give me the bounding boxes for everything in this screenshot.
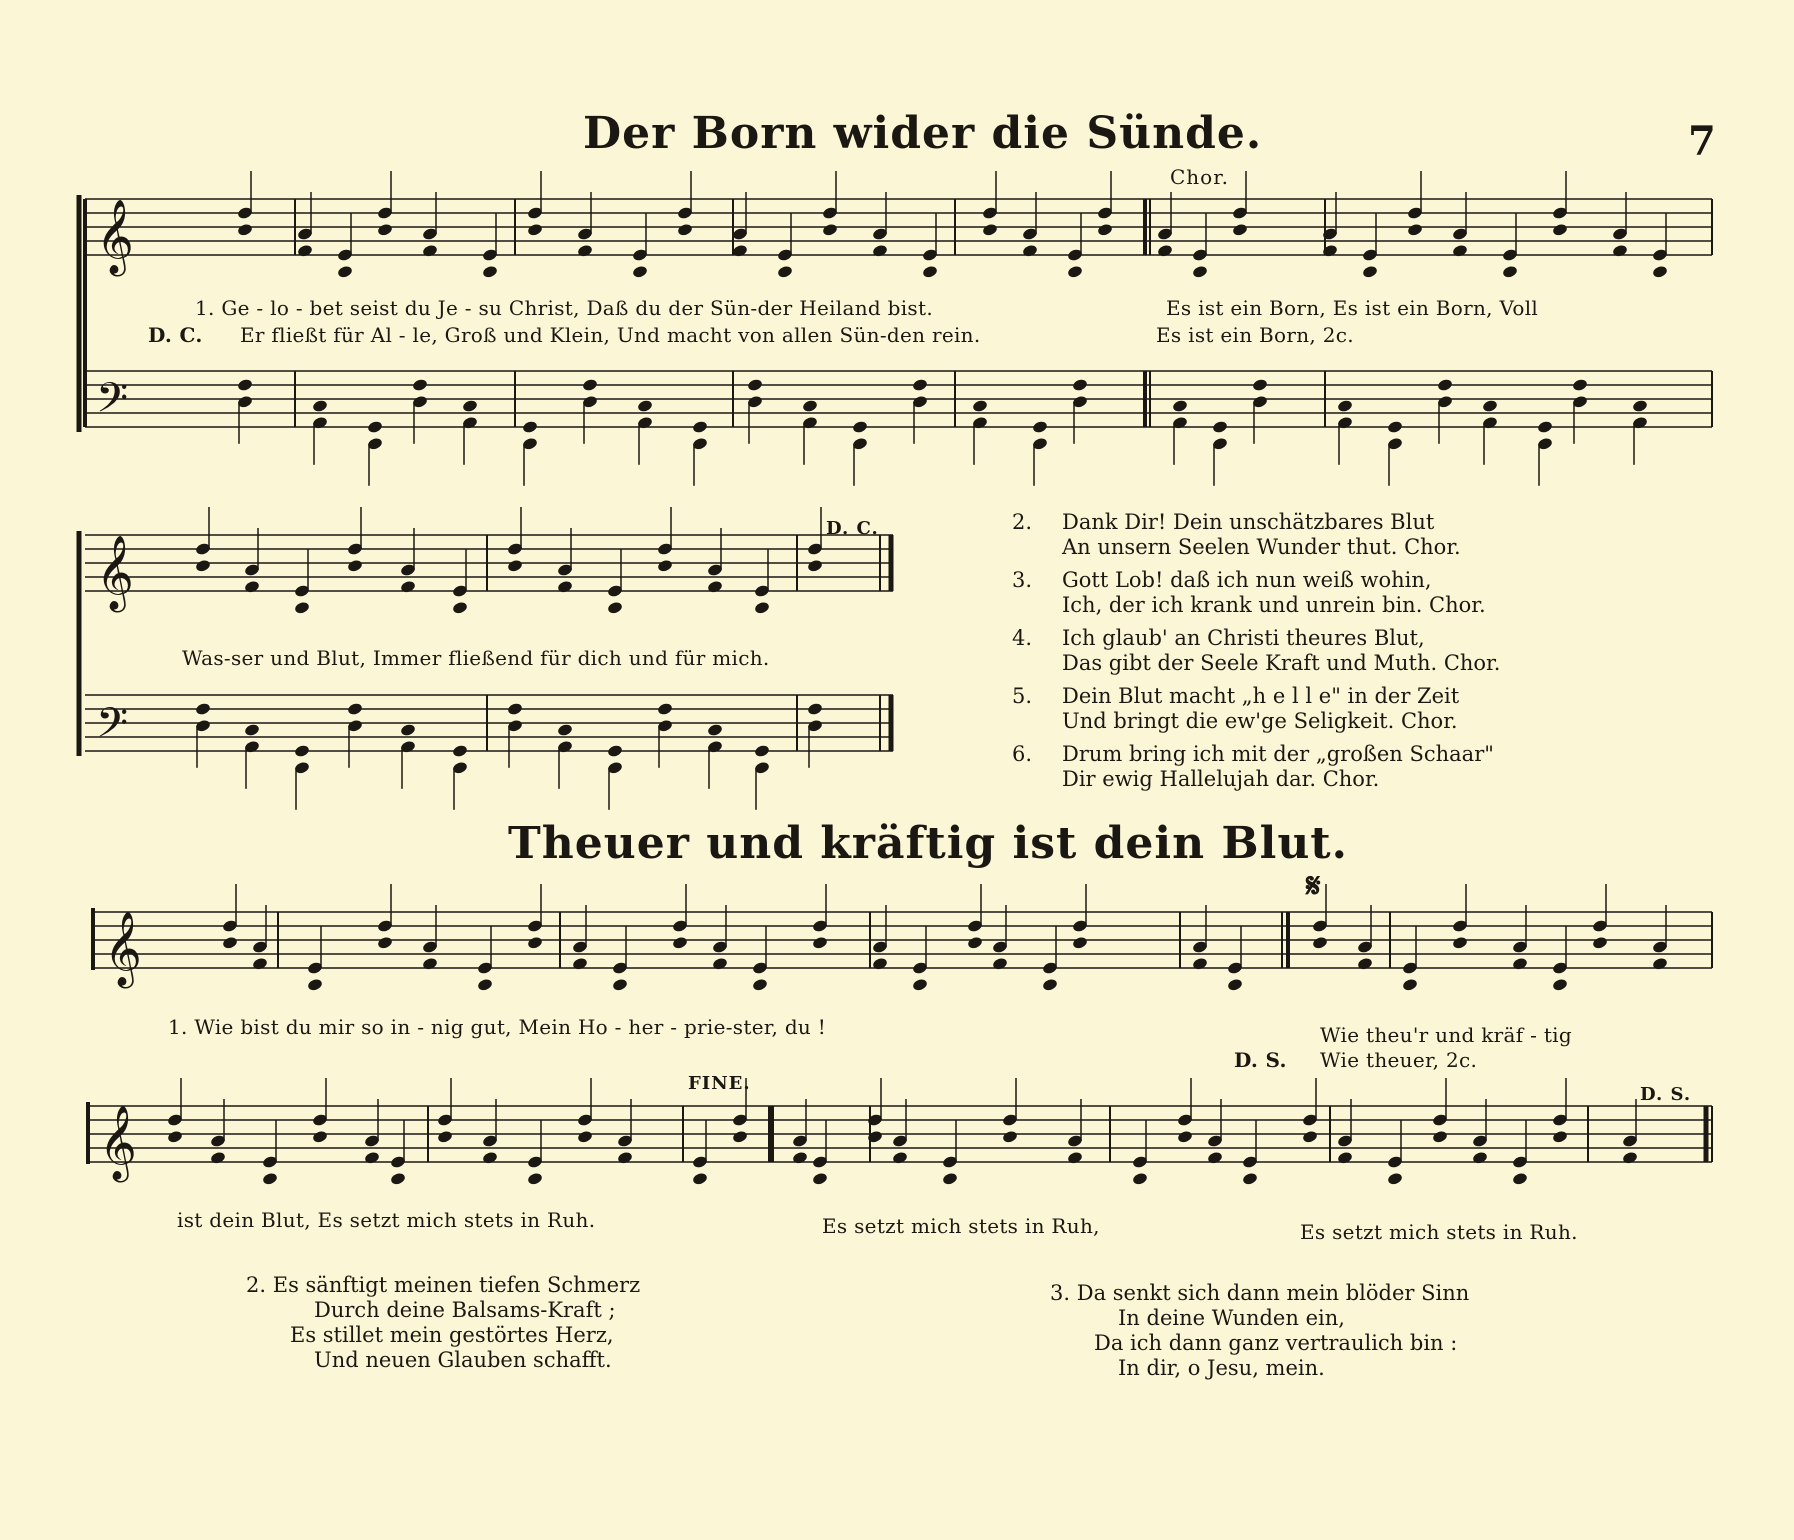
song2-treble-note-notehead: [1072, 936, 1089, 950]
song1-treble-note-notehead: [657, 559, 674, 573]
song1-bass-note-notehead: [802, 399, 819, 413]
song1-bass-note-notehead: [522, 420, 539, 434]
song1-treble-note-notehead: [527, 223, 544, 237]
song1-bass-note-notehead: [367, 420, 384, 434]
song1-bass-note-notehead: [707, 723, 724, 737]
song2-treble-note-notehead: [1552, 978, 1569, 992]
chor-label: Chor.: [1170, 165, 1229, 189]
song1-bass-note-notehead: [195, 702, 212, 716]
song2-treble-note-notehead: [1302, 1130, 1319, 1144]
song1-bass-note-notehead: [582, 378, 599, 392]
song1-bass-note-notehead: [557, 723, 574, 737]
song2-treble-note-notehead: [912, 978, 929, 992]
song1-treble-note-notehead: [807, 559, 824, 573]
song1-bass-note-notehead: [1482, 399, 1499, 413]
song1-lyrics-chor-line2: Es ist ein Born, 2c.: [1156, 323, 1354, 347]
song2-treble-note-notehead: [577, 1130, 594, 1144]
song2-title: Theuer und kräftig ist dein Blut.: [508, 818, 1348, 869]
song2-treble-note-notehead: [812, 1172, 829, 1186]
song1-verse-list: [1012, 510, 1500, 792]
song1-treble-note-notehead: [1407, 223, 1424, 237]
song1-bass-note-notehead: [972, 399, 989, 413]
treble-clef: 𝄞: [96, 200, 134, 274]
song1-bass-note-notehead: [637, 399, 654, 413]
song1-treble-note-notehead: [677, 223, 694, 237]
song1-treble-note-notehead: [337, 265, 354, 279]
verse-6: 6. Drum bring ich mit der „großen Schaar" Dir ewig Hallelujah dar. Chor.: [1012, 742, 1494, 791]
song1-bass-note-notehead: [807, 702, 824, 716]
song2-treble-note-notehead: [1002, 1130, 1019, 1144]
song2-treble-note-notehead: [752, 978, 769, 992]
song1-bass-note-notehead: [412, 378, 429, 392]
song2-treble-note-notehead: [1312, 936, 1329, 950]
song1-bass-note-notehead: [1172, 399, 1189, 413]
song1-treble-note-notehead: [1232, 223, 1249, 237]
song1-bass-note-notehead: [294, 744, 311, 758]
song2-treble-note-notehead: [1432, 1130, 1449, 1144]
song1-treble-note-notehead: [754, 601, 771, 615]
song1-bass-note-notehead: [244, 723, 261, 737]
ds-mark-2: D. S.: [1640, 1084, 1692, 1105]
song1-bass-note-notehead: [1252, 378, 1269, 392]
song1-treble-note-notehead: [195, 559, 212, 573]
song1-bass-note-notehead: [1072, 378, 1089, 392]
song1-treble-note-notehead: [777, 265, 794, 279]
dc-mark: D. C.: [826, 518, 879, 539]
song2-lyrics-chor-line1: Wie theu'r und kräf - tig: [1320, 1023, 1572, 1047]
song2-treble-note-notehead: [167, 1130, 184, 1144]
song2-verse-3: 3. Da senkt sich dann mein blöder Sinn In deine Wunden ein, Da ich dann ganz vertraulich bin : In dir, o Jesu, mein.: [1050, 1281, 1470, 1380]
song2-treble-note-notehead: [1042, 978, 1059, 992]
song1-dc-mark: D. C.: [148, 323, 203, 347]
song1-treble-note-notehead: [1192, 265, 1209, 279]
song2-treble-note-notehead: [1227, 978, 1244, 992]
song2-treble-note-notehead: [1242, 1172, 1259, 1186]
ds-mark-1: D. S.: [1234, 1048, 1287, 1072]
song1-lyrics-line2: Er fließt für Al - le, Groß und Klein, Und macht von allen Sün-den rein.: [240, 323, 981, 347]
song1-treble-note-notehead: [632, 265, 649, 279]
song1-treble-note-notehead: [1362, 265, 1379, 279]
song2-treble-note-notehead: [1512, 1172, 1529, 1186]
song1-bass-note-notehead: [347, 702, 364, 716]
song2-treble-note-notehead: [222, 936, 239, 950]
song1-treble-note-notehead: [922, 265, 939, 279]
verse-5: 5. Dein Blut macht „h e l l e" in der Zeit Und bringt die ew'ge Seligkeit. Chor.: [1012, 684, 1460, 733]
song2-lyrics-line2a: ist dein Blut, Es setzt mich stets in Ruh.: [177, 1208, 596, 1232]
song1-bass-note-notehead: [507, 702, 524, 716]
verse-3: 3. Gott Lob! daß ich nun weiß wohin, Ich, der ich krank und unrein bin. Chor.: [1012, 568, 1486, 617]
song2-treble-note-notehead: [1132, 1172, 1149, 1186]
song2-treble-note-notehead: [390, 1172, 407, 1186]
song2-treble-note-notehead: [312, 1130, 329, 1144]
song2-lyrics-line1: 1. Wie bist du mir so in - nig gut, Mein Ho - her - prie-ster, du !: [168, 1015, 827, 1039]
song2-treble-note-notehead: [812, 936, 829, 950]
song2-treble-note-notehead: [1387, 1172, 1404, 1186]
song1-bass-note-notehead: [1632, 399, 1649, 413]
song1-treble-note-notehead: [822, 223, 839, 237]
song1-treble-note-notehead: [237, 223, 254, 237]
song1-treble-note-notehead: [1067, 265, 1084, 279]
song1-bass-note-notehead: [912, 378, 929, 392]
song1-lyrics-chor-line1: Es ist ein Born, Es ist ein Born, Voll: [1166, 296, 1539, 320]
song2-verse-2: 2. Es sänftigt meinen tiefen Schmerz Durch deine Balsams-Kraft ; Es stillet mein gestörtes Herz, Und neuen Glauben schafft.: [246, 1273, 641, 1372]
verse-2: 2. Dank Dir! Dein unschätzbares Blut An unsern Seelen Wunder thut. Chor.: [1012, 510, 1461, 559]
song2-lyrics-line2b: Es setzt mich stets in Ruh,: [822, 1214, 1100, 1238]
song2-treble-note-notehead: [527, 1172, 544, 1186]
song2-treble-note-notehead: [1177, 1130, 1194, 1144]
song1-bass-note-notehead: [452, 744, 469, 758]
song1-treble-note-notehead: [1097, 223, 1114, 237]
song2-treble-note-notehead: [967, 936, 984, 950]
song1-bass-note-notehead: [692, 420, 709, 434]
song2-treble-note-notehead: [732, 1130, 749, 1144]
song1-treble-note-notehead: [1652, 265, 1669, 279]
verse-4: 4. Ich glaub' an Christi theures Blut, Das gibt der Seele Kraft und Muth. Chor.: [1012, 626, 1501, 675]
song1-treble-note-notehead: [507, 559, 524, 573]
song1-bass-note-notehead: [1537, 420, 1554, 434]
song2-treble-note-notehead: [1592, 936, 1609, 950]
song1-bass-note-notehead: [607, 744, 624, 758]
song1-bass-note-notehead: [237, 378, 254, 392]
treble-clef: 𝄞: [104, 912, 142, 986]
song1-bass-note-notehead: [1437, 378, 1454, 392]
song2-treble-note-notehead: [1452, 936, 1469, 950]
song1-bass-note-notehead: [754, 744, 771, 758]
song2-treble-note-notehead: [477, 978, 494, 992]
song1-bass-note-notehead: [1572, 378, 1589, 392]
song1-treble-note-notehead: [452, 601, 469, 615]
song2-treble-note-notehead: [437, 1130, 454, 1144]
song1-bass-note-notehead: [657, 702, 674, 716]
song1-bass-note-notehead: [1212, 420, 1229, 434]
song1-treble-note-notehead: [482, 265, 499, 279]
bass-clef: 𝄢: [96, 699, 129, 757]
treble-clef: 𝄞: [96, 536, 134, 610]
song2-lyrics-line2c: Es setzt mich stets in Ruh.: [1300, 1220, 1578, 1244]
song1-bass-note-notehead: [1032, 420, 1049, 434]
song1-bass-note-notehead: [747, 378, 764, 392]
song1-lyrics-line1: 1. Ge - lo - bet seist du Je - su Christ, Daß du der Sün-der Heiland bist.: [195, 296, 933, 320]
page-number: 7: [1688, 118, 1716, 165]
song2-treble-note-notehead: [942, 1172, 959, 1186]
treble-clef: 𝄞: [99, 1106, 137, 1180]
bass-clef: 𝄢: [96, 374, 129, 432]
song1-bass-note-notehead: [312, 399, 329, 413]
song2-treble-note-notehead: [307, 978, 324, 992]
song2-treble-note-notehead: [377, 936, 394, 950]
song1-treble-note-notehead: [607, 601, 624, 615]
song1-bass-note-notehead: [852, 420, 869, 434]
song1-treble-note-notehead: [347, 559, 364, 573]
song2-lyrics-chor-line2: Wie theuer, 2c.: [1320, 1048, 1478, 1072]
song2-treble-note-notehead: [1402, 978, 1419, 992]
song1-title: Der Born wider die Sünde.: [583, 108, 1263, 159]
song1-treble-note-notehead: [982, 223, 999, 237]
song1-bass-note-notehead: [1337, 399, 1354, 413]
song1-treble-note-notehead: [294, 601, 311, 615]
song2-treble-note-notehead: [672, 936, 689, 950]
song1-treble-note-notehead: [1502, 265, 1519, 279]
song2-treble-note-notehead: [1552, 1130, 1569, 1144]
song1-bass-note-notehead: [462, 399, 479, 413]
song2-treble-note-notehead: [527, 936, 544, 950]
song1-treble-note-notehead: [1552, 223, 1569, 237]
song1-bass-note-notehead: [400, 723, 417, 737]
segno-sign: 𝄋: [1306, 866, 1321, 906]
song2-treble-note-notehead: [262, 1172, 279, 1186]
song1-bass-note-notehead: [1387, 420, 1404, 434]
song2-treble-note-notehead: [692, 1172, 709, 1186]
song1-treble-note-notehead: [377, 223, 394, 237]
song1-lyrics-line3: Was-ser und Blut, Immer fließend für dich und für mich.: [182, 646, 770, 670]
song2-treble-note-notehead: [612, 978, 629, 992]
fine-mark: FINE.: [688, 1073, 751, 1094]
